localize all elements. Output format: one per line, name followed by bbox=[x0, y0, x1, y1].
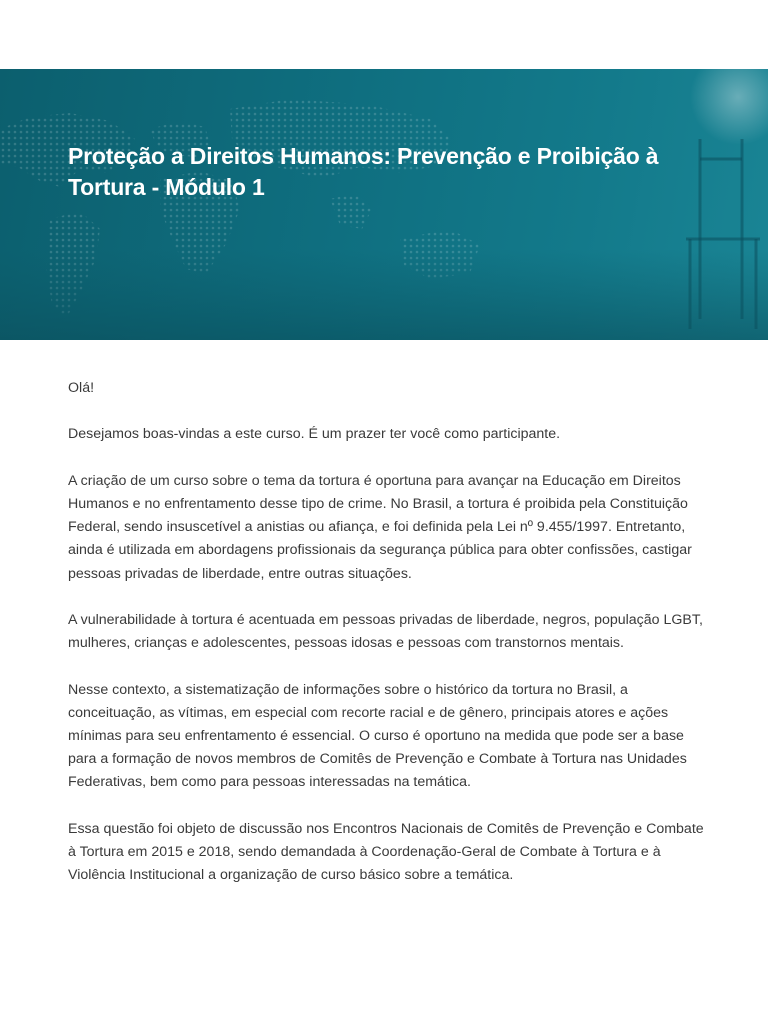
paragraph-welcome: Desejamos boas-vindas a este curso. É um prazer ter você como participante. bbox=[68, 426, 561, 443]
paragraph-greeting: Olá! bbox=[68, 380, 95, 396]
paragraph-systematization: Nesse contexto, a sistematização de informações sobre o histórico da tortura no Brasil, a conceituação, as vítimas, em especial com recorte racial e de gênero, principais atores e ações mínimas para seu enfrentamento é essencial. O curso é oportuno na medida que pode ser a base para a formação de novos membros de Comitês de Prevenção e Combate à Tortura nas Unidades Federativas, bem como para pessoas interessadas na temática. bbox=[68, 681, 687, 791]
page-title: Proteção a Direitos Humanos: Prevenção e Proibição à Tortura - Módulo 1 bbox=[68, 143, 659, 200]
paragraph-vulnerability: A vulnerabilidade à tortura é acentuada em pessoas privadas de liberdade, negros, população LGBT, mulheres, crianças e adolescentes, pessoas idosas e pessoas com transtornos mentais. bbox=[68, 611, 703, 652]
paragraph-national-meetings: Essa questão foi objeto de discussão nos Encontros Nacionais de Comitês de Prevenção e Combate à Tortura em 2015 e 2018, sendo demandada à Coordenação-Geral de Combate à Tortura e à Violência Institucional a organização de curso básico sobre a temática. bbox=[68, 820, 704, 884]
paragraph-course-context: A criação de um curso sobre o tema da tortura é oportuna para avançar na Educação em Direitos Humanos e no enfrentamento desse tipo de crime. No Brasil, a tortura é proibida pela Constituição Federal, sendo insuscetível a anistias ou afiança, e foi definida pela Lei nº 9.455/1997. Entretanto, ainda é utilizada em abordagens profissionais da segurança pública para obter confissões, castigar pessoas privadas de liberdade, entre outras situações. bbox=[68, 472, 692, 582]
lamp-glow bbox=[690, 69, 768, 145]
intro-text bbox=[68, 377, 708, 911]
header-banner bbox=[0, 69, 768, 340]
banner-background-illustration bbox=[0, 69, 768, 340]
